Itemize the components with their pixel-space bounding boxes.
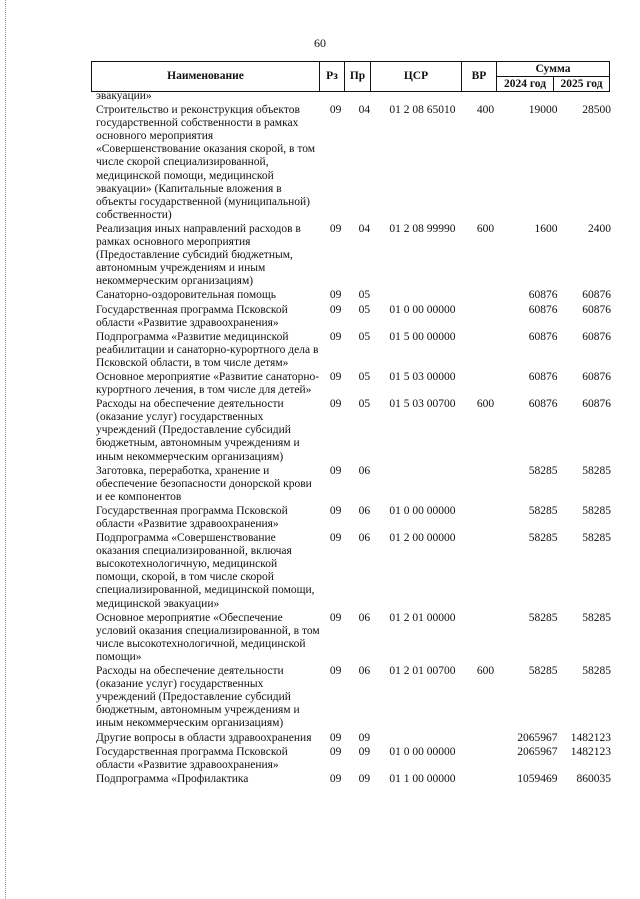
- row-sum-2024: 60876: [528, 370, 558, 383]
- row-pr: 05: [358, 370, 371, 383]
- table-row: [91, 612, 611, 664]
- row-rz: 09: [329, 532, 342, 545]
- row-name: Другие вопросы в области здравоохранения: [96, 731, 312, 744]
- row-name: Государственная программа Псковской области «Развитие здравоохранения»: [96, 303, 288, 329]
- row-sum-2025: 60876: [582, 330, 612, 343]
- table-body: [91, 90, 611, 787]
- row-sum-2024: 1600: [534, 222, 558, 235]
- row-sum-2024: 1059469: [517, 772, 558, 785]
- row-sum-2024: 60876: [528, 303, 558, 316]
- table-row: [91, 223, 611, 288]
- row-rz: 09: [329, 504, 342, 517]
- row-sum-2024: 58285: [528, 611, 558, 624]
- row-name: Расходы на обеспечение деятельности (оказание услуг) государственных учреждений (Предоставление субсидий бюджетным, автономным учреждениям и иным некоммерческим организациям): [96, 665, 300, 730]
- row-name: Государственная программа Псковской области «Развитие здравоохранения»: [96, 745, 288, 771]
- row-name: Основное мероприятие «Обеспечение условий оказания специализированной, в том числе высокотехнологичной, медицинской помощи»: [96, 611, 320, 663]
- row-csr: 01 1 00 00000: [389, 772, 456, 785]
- row-name: Государственная программа Псковской области «Развитие здравоохранения»: [96, 504, 288, 530]
- row-sum-2024: 58285: [528, 532, 558, 545]
- row-rz: 09: [329, 222, 342, 235]
- row-pr: 06: [358, 532, 371, 545]
- row-name: Санаторно-оздоровительная помощь: [96, 289, 276, 302]
- table-header: [91, 61, 610, 92]
- row-pr: 06: [358, 611, 371, 624]
- table-row: [91, 398, 611, 463]
- row-pr: 05: [358, 289, 371, 302]
- row-pr: 06: [358, 464, 371, 477]
- continuation-row: [91, 90, 611, 103]
- row-rz: 09: [329, 104, 342, 117]
- row-pr: 09: [358, 745, 371, 758]
- row-name: Расходы на обеспечение деятельности (оказание услуг) государственных учреждений (Предоставление субсидий бюджетным, автономным учреждениям и иным некоммерческим организациям): [96, 398, 300, 463]
- row-sum-2024: 2065967: [517, 745, 558, 758]
- row-sum-2024: 19000: [528, 104, 558, 117]
- row-sum-2024: 58285: [528, 504, 558, 517]
- row-rz: 09: [329, 731, 342, 744]
- row-sum-2025: 1482123: [570, 731, 612, 744]
- row-rz: 09: [329, 398, 342, 411]
- table-row: [91, 665, 611, 730]
- table-row: [91, 505, 611, 531]
- row-name: Подпрограмма «Профилактика: [96, 772, 249, 785]
- page-number: 60: [314, 36, 326, 50]
- row-pr: 05: [358, 398, 371, 411]
- row-pr: 09: [358, 731, 371, 744]
- row-rz: 09: [329, 745, 342, 758]
- header-year-2025: 2025 год: [554, 77, 610, 92]
- table-row: [91, 289, 611, 302]
- row-rz: 09: [329, 370, 342, 383]
- table-row: [91, 773, 611, 786]
- header-name: Наименование: [92, 62, 320, 92]
- row-name: Основное мероприятие «Развитие санаторно-курортного лечения, в том числе для детей»: [96, 370, 320, 397]
- row-rz: 09: [329, 464, 342, 477]
- row-vr: 600: [476, 398, 495, 411]
- row-name: эвакуации»: [96, 90, 152, 102]
- row-sum-2025: 28500: [582, 104, 612, 117]
- row-sum-2025: 2400: [588, 222, 612, 235]
- row-pr: 05: [358, 330, 371, 343]
- header-year-2024: 2024 год: [497, 77, 554, 92]
- table-row: [91, 465, 611, 504]
- row-sum-2025: 58285: [582, 611, 612, 624]
- row-rz: 09: [329, 289, 342, 302]
- row-pr: 04: [358, 104, 371, 117]
- row-rz: 09: [329, 303, 342, 316]
- row-pr: 06: [358, 665, 371, 678]
- header-rz: Рз: [320, 62, 345, 92]
- row-csr: 01 2 01 00700: [389, 665, 456, 678]
- row-name: Реализация иных направлений расходов в рамках основного мероприятия (Предоставление субсидий бюджетным, автономным учреждениям и иным некоммерческим организациям): [96, 222, 301, 288]
- row-sum-2025: 58285: [582, 665, 612, 678]
- row-name: Строительство и реконструкция объектов государственной собственности в рамках основного мероприятия «Совершенствование оказания скорой, в том числе скорой специализированной, медицинской помощи, медицинской эвакуации» (Капитальные вложения в объекты государственной (муниципальной) собственности): [96, 104, 316, 221]
- row-vr: 400: [476, 104, 495, 117]
- row-rz: 09: [329, 665, 342, 678]
- row-csr: 01 0 00 00000: [389, 745, 456, 758]
- table-row: [91, 371, 611, 397]
- row-sum-2024: 60876: [528, 398, 558, 411]
- row-sum-2025: 60876: [582, 370, 612, 383]
- row-csr: 01 0 00 00000: [389, 504, 456, 517]
- row-rz: 09: [329, 772, 342, 785]
- row-sum-2025: 58285: [582, 464, 612, 477]
- table-row: [91, 304, 611, 330]
- row-csr: 01 2 08 65010: [389, 104, 456, 117]
- row-sum-2024: 58285: [528, 665, 558, 678]
- row-sum-2025: 60876: [582, 398, 612, 411]
- table-row: [91, 746, 611, 772]
- page-edge-rule: [5, 0, 6, 899]
- row-csr: 01 0 00 00000: [389, 303, 456, 316]
- table-rows: [91, 104, 611, 786]
- row-rz: 09: [329, 330, 342, 343]
- row-sum-2025: 860035: [576, 772, 612, 785]
- row-sum-2024: 2065967: [517, 731, 558, 744]
- row-csr: 01 5 03 00000: [389, 370, 456, 383]
- header-sum: Сумма: [497, 62, 610, 77]
- row-rz: 09: [329, 611, 342, 624]
- row-name: Подпрограмма «Развитие медицинской реабилитации и санаторно-курортного дела в Псковской области, в том числе детям»: [96, 330, 319, 369]
- row-csr: 01 5 00 00000: [389, 330, 456, 343]
- row-pr: 09: [358, 772, 371, 785]
- row-pr: 05: [358, 303, 371, 316]
- row-pr: 06: [358, 504, 371, 517]
- row-sum-2024: 60876: [528, 330, 558, 343]
- table-row: [91, 331, 611, 370]
- table-row: [91, 104, 611, 222]
- row-csr: 01 2 08 99990: [389, 222, 456, 235]
- row-vr: 600: [476, 665, 495, 678]
- row-sum-2025: 58285: [582, 504, 612, 517]
- row-csr: 01 5 03 00700: [389, 398, 456, 411]
- row-sum-2025: 60876: [582, 303, 612, 316]
- row-sum-2024: 58285: [528, 464, 558, 477]
- row-sum-2025: 60876: [582, 289, 612, 302]
- row-csr: 01 2 00 00000: [389, 532, 456, 545]
- row-csr: 01 2 01 00000: [389, 611, 456, 624]
- row-name: Подпрограмма «Совершенствование оказания специализированной, включая высокотехнологичную, медицинской помощи, скорой, в том числе скорой специализированной, медицинской помощи, медицинской эвакуации»: [96, 532, 315, 610]
- row-name: Заготовка, переработка, хранение и обеспечение безопасности донорской крови и ее компонентов: [96, 464, 312, 503]
- header-pr: Пр: [345, 62, 371, 92]
- row-sum-2025: 1482123: [570, 745, 612, 758]
- header-vr: ВР: [462, 62, 497, 92]
- header-csr: ЦСР: [371, 62, 462, 92]
- row-sum-2024: 60876: [528, 289, 558, 302]
- row-vr: 600: [476, 222, 495, 235]
- table-row: [91, 732, 611, 745]
- table-row: [91, 532, 611, 611]
- row-sum-2025: 58285: [582, 532, 612, 545]
- row-pr: 04: [358, 222, 371, 235]
